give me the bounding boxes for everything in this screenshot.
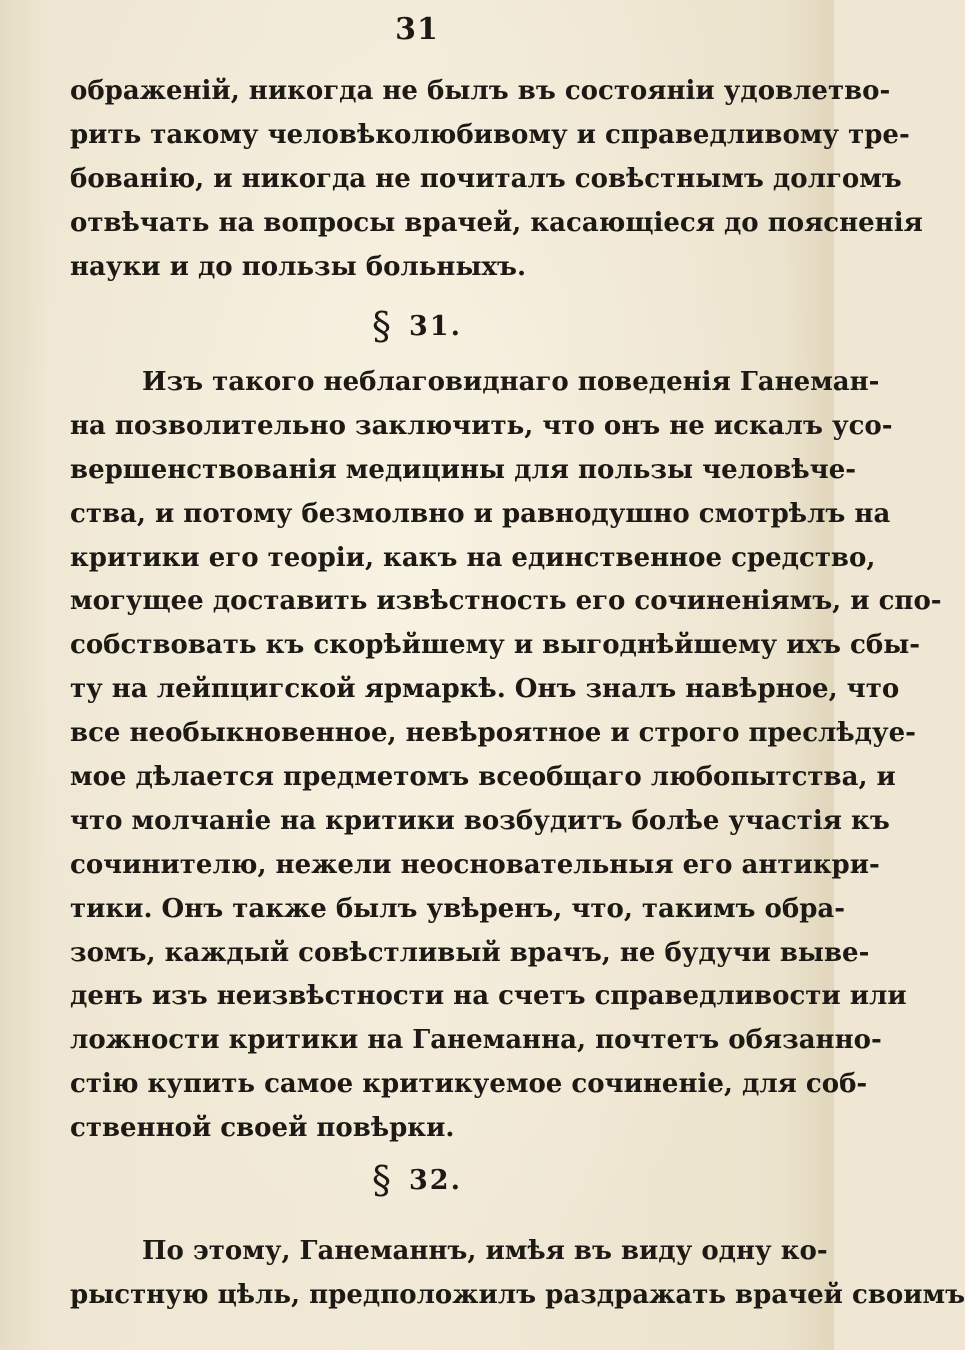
text-line: тики. Онъ также былъ увѣренъ, что, такимъ обра- <box>70 893 846 924</box>
section-heading-32 <box>0 1158 834 1202</box>
text-line: ложности критики на Ганеманна, почтетъ обязанно- <box>70 1025 882 1056</box>
section-number: 32. <box>409 1165 462 1196</box>
page-number: 31 <box>395 12 439 47</box>
text-line: ства, и потому безмолвно и равнодушно смотрѣлъ на <box>70 498 891 529</box>
text-line: критики его теорiи, какъ на единственное средство, <box>70 542 876 573</box>
text-line: собствовать къ скорѣйшему и выгоднѣйшему ихъ сбы- <box>70 630 921 661</box>
text-line: Изъ такого неблаговиднаго поведенiя Ганеман- <box>142 367 880 397</box>
text-line: сочинителю, нежели неосновательныя его антикри- <box>70 849 880 880</box>
text-line: По этому, Ганеманнъ, имѣя въ виду одну ко- <box>142 1236 828 1266</box>
text-line: на позволительно заключить, что онъ не искалъ усо- <box>70 410 893 441</box>
section-32-paragraph <box>70 1230 965 1318</box>
text-line: денъ изъ неизвѣстности на счетъ справедливости или <box>70 981 907 1012</box>
text-line: ственной своей повѣрки. <box>70 1113 455 1144</box>
text-line: могущее доставить извѣстность его сочиненiямъ, и спо- <box>70 586 942 617</box>
text-line: все необыкновенное, невѣроятное и строго преслѣдуе- <box>70 718 916 749</box>
text-line: рыстную цѣль, предположилъ раздражать врачей своимъ <box>70 1279 965 1310</box>
text-line: ображенiй, никогда не былъ въ состоянiи удовлетво- <box>70 76 891 106</box>
section-heading-31 <box>0 304 834 348</box>
text-line: стiю купить самое критикуемое сочиненiе, для соб- <box>70 1069 868 1100</box>
text-line: отвѣчать на вопросы врачей, касающiеся до поясненiя <box>70 207 923 238</box>
section-sign-icon: § <box>372 304 393 348</box>
text-line: бованiю, и никогда не почиталъ совѣстнымъ долгомъ <box>70 163 902 194</box>
text-line: науки и до пользы больныхъ. <box>70 251 527 282</box>
text-line: вершенствованiя медицины для пользы человѣче- <box>70 454 857 485</box>
section-31-paragraph <box>70 361 942 1151</box>
text-line: мое дѣлается предметомъ всеобщаго любопытства, и <box>70 762 896 793</box>
text-line: что молчанiе на критики возбудитъ болѣе участiя къ <box>70 805 890 836</box>
text-line: зомъ, каждый совѣстливый врачъ, не будучи выве- <box>70 937 870 968</box>
text-line: рить такому человѣколюбивому и справедливому тре- <box>70 119 910 150</box>
text-line: ту на лейпцигской ярмаркѣ. Онъ зналъ навѣрное, что <box>70 674 900 705</box>
paragraph-continued <box>70 70 923 289</box>
section-sign-icon: § <box>372 1158 393 1202</box>
section-number: 31. <box>409 311 462 342</box>
